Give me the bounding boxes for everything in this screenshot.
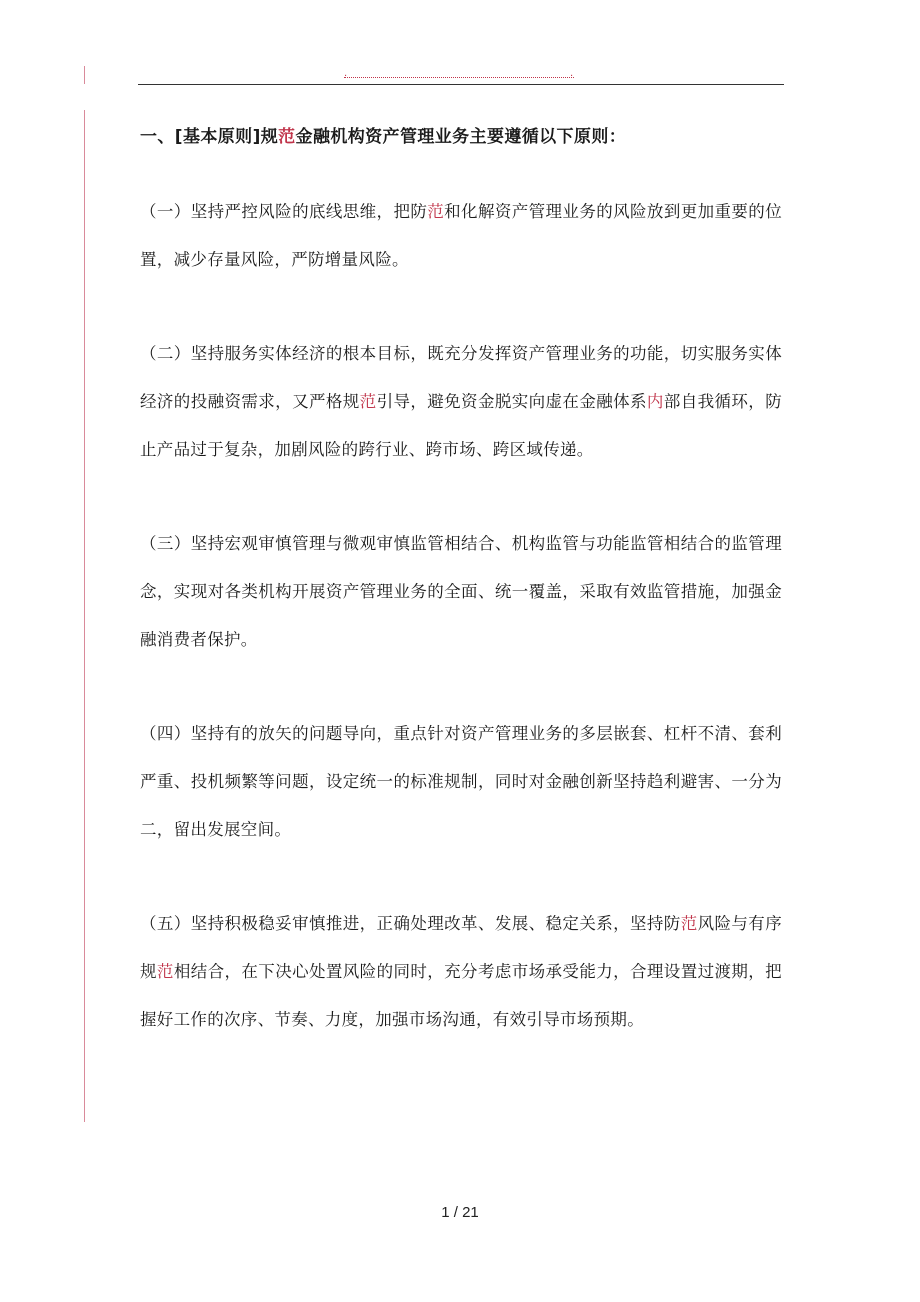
page-number: 1 / 21: [441, 1204, 479, 1221]
highlight-char: 范: [680, 914, 698, 933]
paragraph-5: [140, 900, 782, 1044]
paragraph-text: 风险与有序规: [140, 914, 782, 981]
section-heading: [140, 118, 782, 156]
paragraph-4: [140, 710, 782, 854]
paragraph-text: （一）坚持严控风险的底线思维，把防: [140, 202, 428, 221]
paragraph-text: 相结合，在下决心处置风险的同时，充分考虑市场承受能力，合理设置过渡期，把握好工作的次序、节奏、力度，加强市场沟通，有效引导市场预期。: [140, 962, 782, 1029]
paragraph-text: （四）坚持有的放矢的问题导向，重点针对资产管理业务的多层嵌套、杠杆不清、套利严重、投机频繁等问题，设定统一的标准规制，同时对金融创新坚持趋利避害、一分为二，留出发展空间。: [140, 724, 782, 839]
highlight-char: 范: [359, 392, 377, 411]
paragraph-text: 部自我循环，防止产品过于复杂，加剧风险的跨行业、跨市场、跨区域传递。: [140, 392, 782, 459]
margin-marker-top: [84, 66, 85, 84]
header-dotted-underline: [344, 77, 574, 78]
header-rule: [138, 84, 784, 85]
highlight-char: 范: [427, 202, 445, 221]
margin-marker-body: [84, 110, 85, 1122]
header-dot-right: .: [570, 68, 574, 79]
header-dot-left: .: [344, 68, 348, 79]
paragraph-1: [140, 188, 782, 284]
heading-text-1: 一、[基本原则]规: [140, 127, 279, 147]
highlight-char: 范: [156, 962, 174, 981]
paragraph-text: 和化解资产管理业务的风险放到更加重要的位置，减少存量风险，严防增量风险。: [140, 202, 782, 269]
highlight-char: 内: [646, 392, 664, 411]
paragraph-text: （二）坚持服务实体经济的根本目标，既充分发挥资产管理业务的功能，切实服务实体经济的投融资需求，又严格规: [140, 344, 782, 411]
paragraph-text: （三）坚持宏观审慎管理与微观审慎监管相结合、机构监管与功能监管相结合的监管理念，实现对各类机构开展资产管理业务的全面、统一覆盖，采取有效监管措施，加强金融消费者保护。: [140, 534, 782, 649]
document-body: [140, 118, 782, 1090]
paragraph-3: [140, 520, 782, 664]
heading-text-2: 金融机构资产管理业务主要遵循以下原则：: [295, 127, 627, 147]
paragraph-text: （五）坚持积极稳妥审慎推进，正确处理改革、发展、稳定关系，坚持防: [140, 914, 681, 933]
heading-highlight: 范: [278, 127, 296, 147]
paragraph-text: 引导，避免资金脱实向虚在金融体系: [376, 392, 647, 411]
paragraph-2: [140, 330, 782, 474]
